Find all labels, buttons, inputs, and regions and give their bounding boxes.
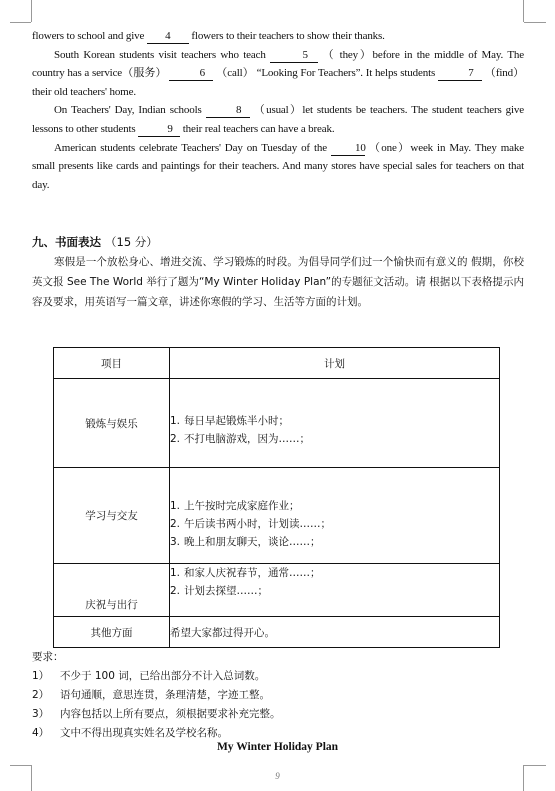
item-number: 1. — [170, 567, 181, 579]
header-plan: 计划 — [170, 348, 500, 379]
instructions-text: 寒假是一个放松身心、增进交流、学习锻炼的时段。为倡导同学们过一个愉快而有意义的 假期，你校英文报 See The World 举行了题为“My Winter Holiday Plan”的专题征文活动。请 根据以下表格提示内容及要求，用英语写一篇文章，讲述你寒假的学习、生活等方面的计划。 — [32, 256, 524, 308]
passage-paragraph-2 — [32, 46, 524, 102]
reading-passage — [32, 27, 524, 194]
row-label: 其他方面 — [54, 617, 170, 648]
row-label: 庆祝与出行 — [54, 564, 170, 617]
plan-item — [170, 564, 499, 582]
section-title — [32, 234, 158, 250]
crop-mark-bottom-left-h — [10, 765, 31, 766]
requirement-item — [32, 705, 524, 724]
item-text: 晚上和朋友聊天，谈论……； — [184, 535, 321, 548]
crop-mark-top-left — [31, 0, 32, 22]
item-text: 午后读书两小时，计划读……； — [184, 517, 331, 530]
answer-blank-9: 9 — [138, 123, 180, 137]
answer-blank-10: 10 — [331, 142, 365, 156]
crop-mark-bottom-right-h — [524, 765, 546, 766]
text: （find）their old teachers' home. — [32, 67, 525, 98]
plan-item — [170, 533, 499, 551]
row-plan — [170, 379, 500, 468]
table-header-row — [54, 348, 500, 379]
row-plan — [170, 564, 500, 617]
item-text: 计划去探望……； — [184, 585, 268, 597]
text: On Teachers' Day, Indian schools — [54, 104, 202, 117]
requirement-number: 4） — [32, 727, 50, 739]
item-text: 每日早起锻炼半小时； — [184, 415, 289, 427]
item-text: 上午按时完成家庭作业； — [184, 499, 300, 512]
answer-blank-7: 7 — [438, 67, 482, 81]
answer-blank-6: 6 — [169, 67, 213, 81]
item-number: 2. — [170, 433, 181, 445]
plan-item — [170, 412, 499, 430]
row-label: 学习与交友 — [54, 468, 170, 564]
requirement-text: 内容包括以上所有要点，须根据要求补充完整。 — [60, 708, 281, 720]
requirement-number: 2） — [32, 689, 50, 701]
page-number: 9 — [275, 771, 280, 781]
essay-title: My Winter Holiday Plan — [216, 741, 339, 753]
crop-mark-top-right — [523, 0, 524, 22]
section-heading: 九、书面表达 — [32, 235, 101, 249]
requirement-text: 语句通顺，意思连贯，条理清楚，字迹工整。 — [60, 689, 270, 701]
passage-paragraph-3 — [32, 101, 524, 138]
item-number: 2. — [170, 585, 181, 597]
header-item: 项目 — [54, 348, 170, 379]
text: （usual）let students be teachers. The student teachers give lessons to other students — [32, 104, 524, 135]
requirements-heading: 要求： — [32, 651, 64, 663]
plan-table — [53, 347, 500, 648]
table-row-celebration — [54, 564, 500, 617]
requirement-item — [32, 667, 524, 686]
plan-item — [170, 430, 499, 448]
item-number: 3. — [170, 535, 181, 548]
answer-blank-5: 5 — [270, 49, 318, 63]
text: South Korean students visit teachers who teach — [54, 48, 266, 61]
passage-paragraph-4 — [32, 139, 524, 195]
table-row-other — [54, 617, 500, 648]
section-score: （15 分） — [105, 235, 158, 249]
answer-blank-4: 4 — [147, 30, 189, 44]
text: （ they）before in the middle of May. The country has a service（服务） — [32, 48, 524, 80]
text: American students celebrate Teachers' Day on Tuesday of the — [54, 141, 327, 154]
requirement-text: 不少于 100 词，已给出部分不计入总词数。 — [60, 670, 266, 682]
crop-mark-top-left-h — [10, 22, 31, 23]
text: their real teachers can have a break. — [182, 122, 335, 135]
item-number: 1. — [170, 499, 181, 512]
plan-item — [170, 497, 499, 515]
table-row-exercise — [54, 379, 500, 468]
text: （one）week in May. They make small presents like cards and paintings for their teachers. And many stores have special sales for teachers on that day. — [32, 141, 524, 191]
answer-blank-8: 8 — [206, 104, 250, 118]
row-plan: 希望大家都过得开心。 — [170, 617, 500, 648]
crop-mark-top-right-h — [524, 22, 546, 23]
requirement-text: 文中不得出现真实姓名及学校名称。 — [60, 727, 228, 739]
passage-paragraph-1 — [32, 27, 524, 46]
text: flowers to their teachers to show their thanks. — [191, 30, 385, 42]
row-plan — [170, 468, 500, 564]
item-number: 1. — [170, 415, 181, 427]
row-label: 锻炼与娱乐 — [54, 379, 170, 468]
plan-item — [170, 582, 499, 600]
requirement-item — [32, 686, 524, 705]
item-number: 2. — [170, 517, 181, 530]
requirement-number: 1） — [32, 670, 50, 682]
task-instructions — [32, 252, 524, 312]
item-text: 和家人庆祝春节，通常……； — [184, 567, 321, 579]
plan-item — [170, 515, 499, 533]
text: flowers to school and give — [32, 30, 145, 42]
requirements — [32, 648, 524, 743]
table-row-study — [54, 468, 500, 564]
requirement-number: 3） — [32, 708, 50, 720]
item-text: 不打电脑游戏，因为……； — [184, 433, 310, 445]
text: （call） “Looking For Teachers”. It helps students — [216, 67, 436, 80]
